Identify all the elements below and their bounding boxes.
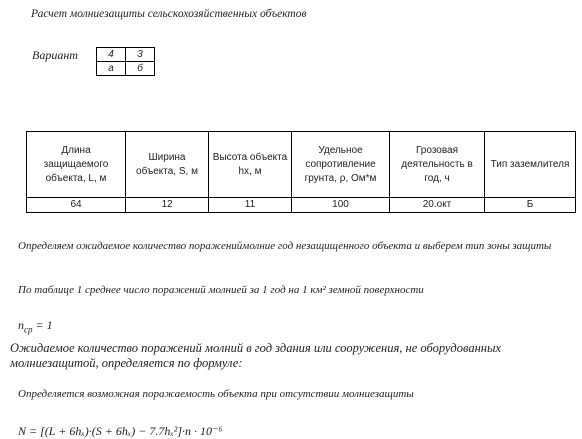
header-thunderstorm-activity: Грозовая деятельность в год, ч xyxy=(390,132,485,198)
header-width: Ширина объекта, S, м xyxy=(126,132,209,198)
header-earthing-type: Тип заземлителя xyxy=(485,132,576,198)
variant-cell: б xyxy=(126,62,155,76)
variant-row xyxy=(97,62,155,76)
variant-row xyxy=(97,48,155,62)
header-length: Длина защищаемого объекта, L, м xyxy=(27,132,126,198)
input-data-table xyxy=(26,131,576,213)
value-soil-resistivity: 100 xyxy=(292,198,390,213)
header-soil-resistivity: Удельное сопротивление грунта, ρ, Ом*м xyxy=(292,132,390,198)
ncp-value: = 1 xyxy=(32,318,53,332)
value-length: 64 xyxy=(27,198,126,213)
header-height: Высота объекта hx, м xyxy=(209,132,292,198)
strike-formula: N = [(L + 6hₓ)·(S + 6hₓ) − 7.7hₓ²]·n · 10⁻⁶ xyxy=(18,424,223,438)
variant-cell: а xyxy=(97,62,126,76)
ncp-symbol: n xyxy=(18,318,24,332)
paragraph-table-lookup: По таблице 1 среднее число поражений молнией за 1 год на 1 км² земной поверхности xyxy=(18,284,424,296)
value-width: 12 xyxy=(126,198,209,213)
value-height: 11 xyxy=(209,198,292,213)
value-thunderstorm-activity: 20.окт xyxy=(390,198,485,213)
variant-cell: 4 xyxy=(97,48,126,62)
value-earthing-type: Б xyxy=(485,198,576,213)
variant-label: Вариант xyxy=(32,48,78,62)
ncp-subscript: ср xyxy=(24,324,33,335)
paragraph-expected-strikes: Определяем ожидаемое количество поражениймолние год незащищенного объекта и выберем тип зоны защиты xyxy=(18,240,552,252)
ncp-equation xyxy=(18,318,53,334)
table-row xyxy=(27,198,576,213)
paragraph-possible-damage: Определяется возможная поражаемость объекта при отсутствии молниезащиты xyxy=(18,388,414,400)
variant-cell: 3 xyxy=(126,48,155,62)
variant-table xyxy=(96,47,155,76)
document-title: Расчет молниезащиты сельскохозяйственных объектов xyxy=(31,8,307,20)
paragraph-formula-intro: Ожидаемое количество поражений молний в год здания или сооружения, не оборудованных молниезащитой, определяется по формуле: xyxy=(10,341,502,370)
table-header-row xyxy=(27,132,576,198)
